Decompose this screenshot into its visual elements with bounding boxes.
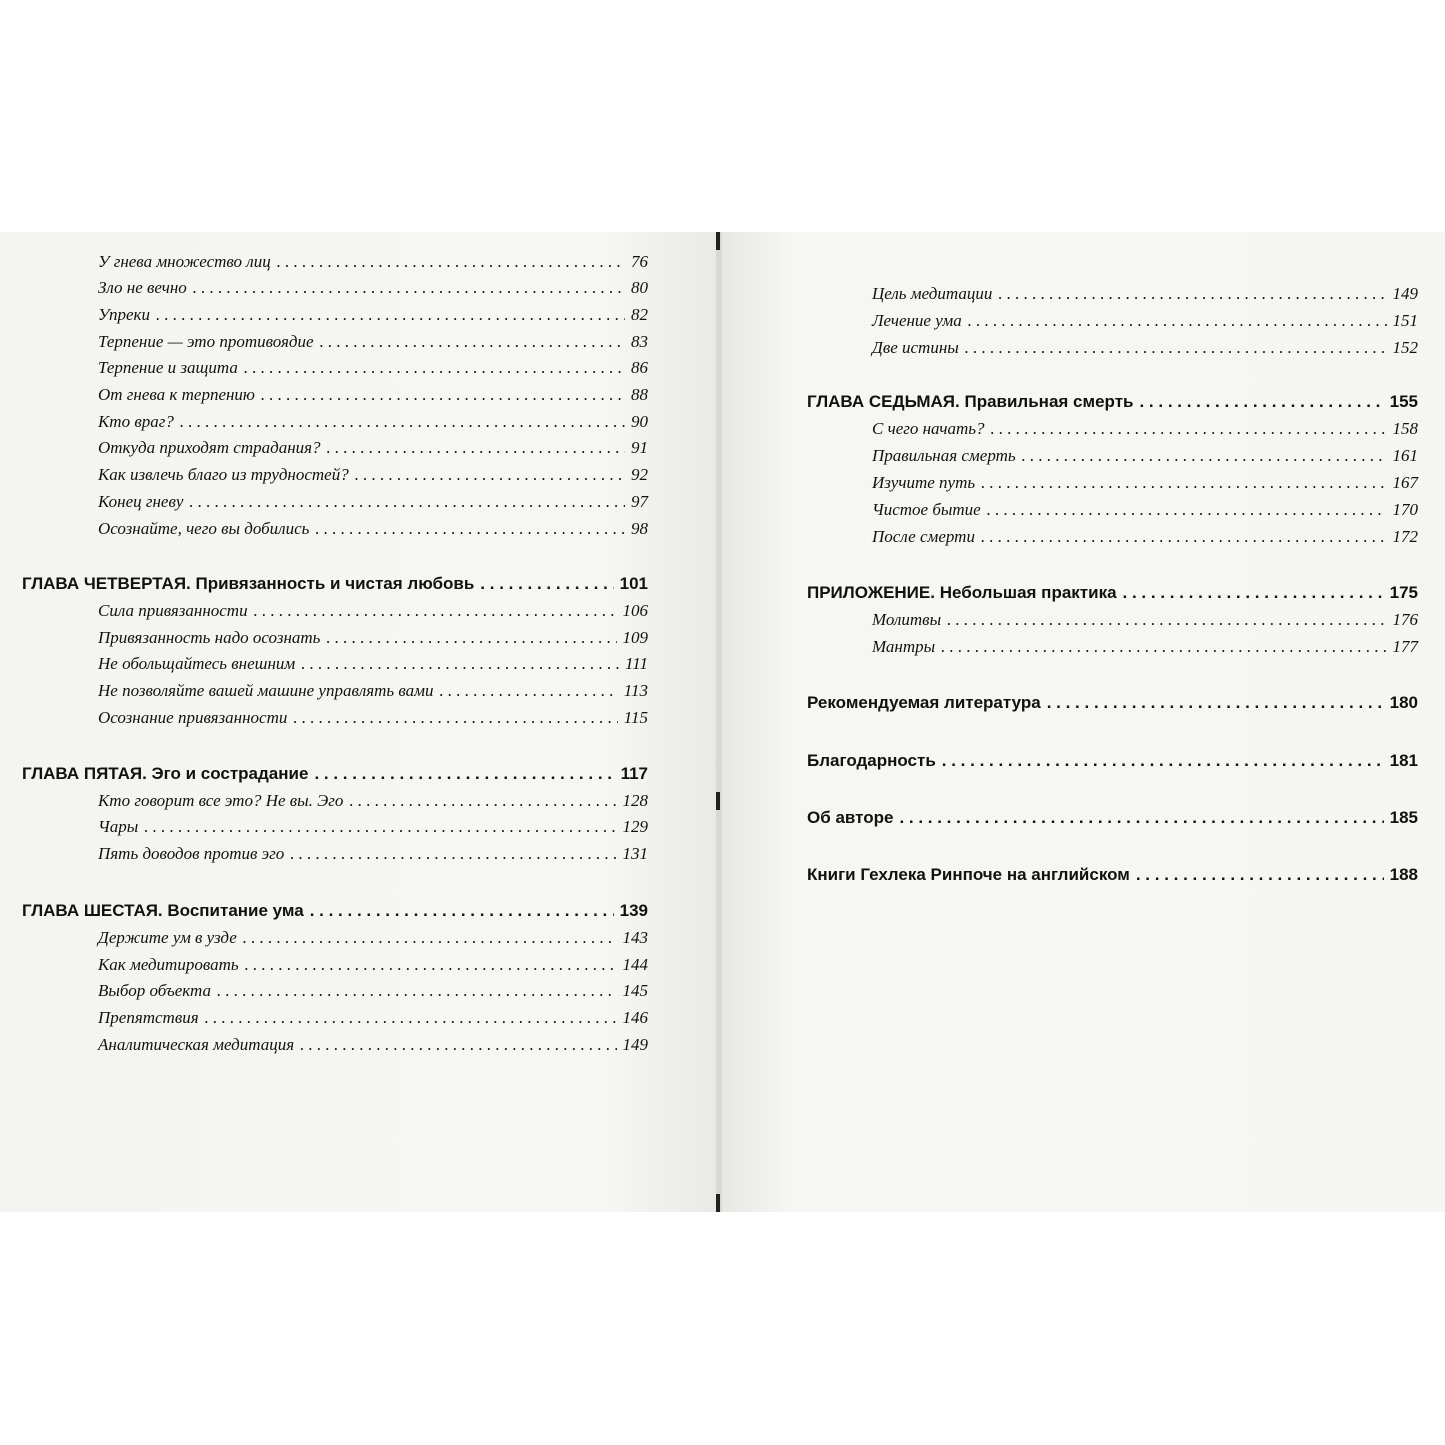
toc-entry-title: Благодарность [807,751,936,770]
toc-entry-title: Кто враг? [98,412,174,431]
toc-subentry [98,438,648,458]
toc-subentry [98,519,648,539]
toc-leader-dots [990,419,1386,439]
open-book [0,232,1445,1212]
toc-subentry [98,955,648,975]
toc-leader-dots [941,637,1386,657]
toc-leader-dots [998,284,1386,304]
toc-leader-dots [205,1008,617,1028]
toc-chapter-entry [22,901,648,921]
toc-leader-dots [480,574,613,594]
toc-leader-dots [981,527,1387,547]
toc-leader-dots [315,519,625,539]
toc-leader-dots [277,252,625,272]
toc-page-number: 152 [1392,338,1418,357]
toc-entry-title: ПРИЛОЖЕНИЕ. Небольшая практика [807,583,1117,602]
toc-leader-dots [1123,583,1384,603]
toc-subentry [872,338,1418,358]
toc-entry-title: Как извлечь благо из трудностей? [98,465,349,484]
toc-chapter-entry [22,764,648,784]
toc-entry-title: Не позволяйте вашей машине управлять вами [98,681,434,700]
toc-entry-title: Аналитическая медитация [98,1035,295,1054]
toc-subentry [98,332,648,352]
toc-subentry [872,446,1418,466]
toc-page-number: 101 [619,574,648,593]
toc-page-number: 188 [1389,865,1418,884]
toc-page-number: 98 [631,519,648,538]
gutter-mark [716,232,720,250]
toc-leader-dots [293,708,617,728]
toc-entry-title: Держите ум в узде [98,928,237,947]
toc-subentry [872,419,1418,439]
toc-leader-dots [899,808,1383,828]
toc-subentry [98,981,648,1001]
toc-subentry [98,654,648,674]
toc-subentry [98,492,648,512]
toc-page-number: 144 [622,955,648,974]
toc-entry-title: Осознание привязанности [98,708,288,727]
toc-entry-title: Откуда приходят страдания? [98,438,321,457]
toc-entry-title: Упреки [98,305,150,324]
toc-page-number: 158 [1392,419,1418,438]
toc-page-number: 172 [1392,527,1418,546]
toc-leader-dots [193,278,625,298]
toc-chapter-entry [807,865,1418,885]
toc-page-number: 97 [631,492,648,511]
toc-entry-title: Выбор объекта [98,981,211,1000]
toc-leader-dots [244,358,625,378]
toc-chapter-entry [22,574,648,594]
toc-subentry [98,817,648,837]
right-page [722,232,1445,1212]
toc-leader-dots [243,928,617,948]
toc-entry-title: ГЛАВА ШЕСТАЯ. Воспитание ума [22,901,304,920]
toc-subentry [98,278,648,298]
toc-page-number: 143 [622,928,648,947]
toc-leader-dots [965,338,1387,358]
toc-entry-title: Об авторе [807,808,894,827]
gutter-mark [716,792,720,810]
toc-subentry [98,358,648,378]
toc-page-number: 92 [631,465,648,484]
toc-entry-title: Рекомендуемая литература [807,693,1041,712]
toc-leader-dots [310,901,614,921]
toc-subentry [872,610,1418,630]
toc-page-number: 109 [622,628,648,647]
toc-leader-dots [327,438,625,458]
toc-leader-dots [300,1035,616,1055]
toc-subentry [98,252,648,272]
toc-entry-title: Как медитировать [98,955,239,974]
toc-subentry [98,465,648,485]
toc-page-number: 146 [622,1008,648,1027]
toc-page-number: 129 [622,817,648,836]
toc-leader-dots [1047,693,1384,713]
toc-entry-title: ГЛАВА ПЯТАЯ. Эго и сострадание [22,764,309,783]
toc-leader-dots [326,628,616,648]
toc-page-number: 167 [1392,473,1418,492]
toc-page-number: 149 [622,1035,648,1054]
toc-entry-title: Чары [98,817,139,836]
toc-page-number: 113 [623,681,648,700]
toc-leader-dots [968,311,1387,331]
toc-subentry [98,1008,648,1028]
toc-page-number: 131 [622,844,648,863]
toc-leader-dots [942,751,1384,771]
toc-subentry [872,637,1418,657]
toc-page-number: 139 [619,901,648,920]
toc-subentry [98,1035,648,1055]
toc-page-number: 177 [1392,637,1418,656]
toc-subentry [98,681,648,701]
toc-leader-dots [1022,446,1387,466]
toc-chapter-entry [807,751,1418,771]
toc-subentry [872,473,1418,493]
toc-leader-dots [144,817,616,837]
toc-chapter-entry [807,583,1418,603]
toc-entry-title: ГЛАВА СЕДЬМАЯ. Правильная смерть [807,392,1134,411]
toc-page-number: 128 [622,791,648,810]
gutter-mark [716,1194,720,1212]
toc-leader-dots [156,305,625,325]
toc-entry-title: С чего начать? [872,419,985,438]
toc-leader-dots [180,412,625,432]
toc-page-number: 115 [623,708,648,727]
toc-subentry [98,928,648,948]
toc-leader-dots [217,981,617,1001]
toc-page-number: 117 [620,764,648,783]
toc-subentry [98,791,648,811]
toc-leader-dots [261,385,625,405]
toc-page-number: 83 [631,332,648,351]
toc-page-number: 145 [622,981,648,1000]
toc-chapter-entry [807,693,1418,713]
toc-subentry [872,500,1418,520]
toc-page-number: 180 [1389,693,1418,712]
toc-leader-dots [245,955,617,975]
toc-page-number: 76 [631,252,648,271]
toc-subentry [98,708,648,728]
toc-entry-title: Конец гневу [98,492,184,511]
toc-page-number: 111 [625,654,648,673]
toc-entry-title: У гнева множество лиц [98,252,271,271]
toc-page-number: 170 [1392,500,1418,519]
toc-page-number: 88 [631,385,648,404]
toc-entry-title: Пять доводов против эго [98,844,285,863]
toc-page-number: 91 [631,438,648,457]
toc-entry-title: От гнева к терпению [98,385,255,404]
toc-subentry [98,628,648,648]
toc-subentry [98,844,648,864]
toc-page-number: 90 [631,412,648,431]
toc-leader-dots [981,473,1386,493]
toc-page-number: 161 [1392,446,1418,465]
toc-page-number: 149 [1392,284,1418,303]
toc-page-number: 82 [631,305,648,324]
toc-leader-dots [947,610,1386,630]
toc-leader-dots [440,681,618,701]
toc-entry-title: Цель медитации [872,284,993,303]
toc-entry-title: Лечение ума [872,311,962,330]
toc-entry-title: После смерти [872,527,975,546]
toc-leader-dots [254,601,617,621]
toc-page-number: 181 [1389,751,1418,770]
toc-entry-title: Правильная смерть [872,446,1016,465]
toc-entry-title: Мантры [872,637,936,656]
toc-entry-title: Зло не вечно [98,278,187,297]
toc-page-number: 151 [1392,311,1418,330]
toc-entry-title: Осознайте, чего вы добились [98,519,310,538]
toc-leader-dots [301,654,619,674]
toc-entry-title: Сила привязанности [98,601,248,620]
toc-entry-title: Книги Гехлека Ринпоче на английском [807,865,1130,884]
toc-leader-dots [314,764,614,784]
toc-page-number: 106 [622,601,648,620]
toc-subentry [98,601,648,621]
toc-subentry [98,412,648,432]
toc-chapter-entry [807,808,1418,828]
toc-chapter-entry [807,392,1418,412]
toc-subentry [872,527,1418,547]
toc-entry-title: Не обольщайтесь внешним [98,654,296,673]
toc-page-number: 175 [1389,583,1418,602]
toc-subentry [872,311,1418,331]
toc-page-number: 80 [631,278,648,297]
toc-entry-title: Кто говорит все это? Не вы. Эго [98,791,344,810]
toc-entry-title: ГЛАВА ЧЕТВЕРТАЯ. Привязанность и чистая любовь [22,574,475,593]
toc-entry-title: Привязанность надо осознать [98,628,321,647]
left-toc [0,232,716,1212]
right-toc [722,232,1445,1212]
toc-subentry [98,305,648,325]
toc-subentry [98,385,648,405]
toc-leader-dots [1139,392,1383,412]
toc-leader-dots [349,791,616,811]
toc-entry-title: Терпение — это противоядие [98,332,314,351]
toc-leader-dots [987,500,1387,520]
toc-entry-title: Изучите путь [872,473,976,492]
toc-leader-dots [320,332,625,352]
toc-page-number: 155 [1389,392,1418,411]
left-page [0,232,716,1212]
toc-entry-title: Терпение и защита [98,358,238,377]
toc-leader-dots [290,844,616,864]
toc-entry-title: Молитвы [872,610,942,629]
toc-entry-title: Препятствия [98,1008,199,1027]
toc-leader-dots [1136,865,1384,885]
toc-entry-title: Чистое бытие [872,500,981,519]
toc-leader-dots [189,492,625,512]
toc-subentry [872,284,1418,304]
toc-page-number: 86 [631,358,648,377]
toc-leader-dots [355,465,625,485]
toc-page-number: 176 [1392,610,1418,629]
toc-page-number: 185 [1389,808,1418,827]
toc-entry-title: Две истины [872,338,959,357]
